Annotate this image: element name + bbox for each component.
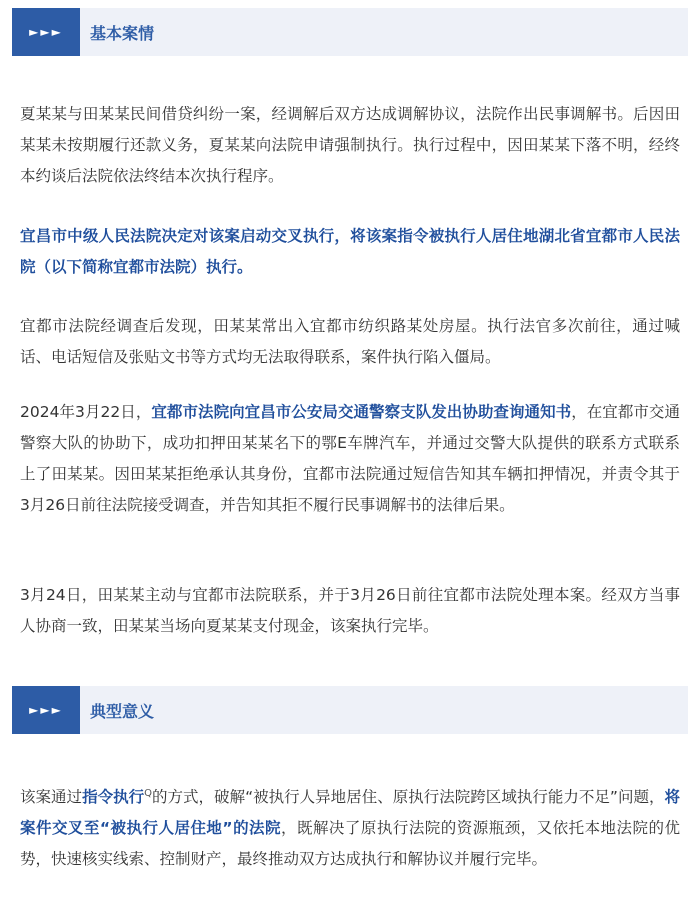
- paragraph-significance: [20, 778, 680, 875]
- body-text: ，在宜都市交通警察大队的协助下，成功扣押田某某名下的鄂E车牌汽车，并通过交警大队提供的联系方式联系上了田某某。因田某某拒绝承认其身份，宜都市法院通过短信告知其车辆扣押情况，并责令其于3月26日前往法院接受调查，并告知其拒不履行民事调解书的法律后果。: [20, 403, 680, 514]
- section-title: 典型意义: [90, 701, 155, 721]
- paragraph-resolution: 3月24日，田某某主动与宜都市法院联系，并于3月26日前往宜都市法院处理本案。经双方当事人协商一致，田某某当场向夏某某支付现金，该案执行完毕。: [20, 586, 680, 635]
- body-text: 的方式，破解“被执行人异地居住、原执行法院跨区域执行能力不足”问题，: [152, 788, 665, 807]
- paragraph-case-background: 夏某某与田某某民间借贷纠纷一案，经调解后双方达成调解协议，法院作出民事调解书。后因田某某未按期履行还款义务，夏某某向法院申请强制执行。执行过程中，因田某某下落不明，经终本约谈后法院依法终结本次执行程序。: [20, 105, 680, 185]
- paragraph-cross-execution-decision: 宜昌市中级人民法院决定对该案启动交叉执行，将该案指令被执行人居住地湖北省宜都市人民法院（以下简称宜都市法院）执行。: [20, 227, 680, 276]
- highlight-notice-text: 宜都市法院向宜昌市公安局交通警察支队发出协助查询通知书: [151, 403, 572, 421]
- body-text: 该案通过: [20, 788, 83, 807]
- section-header-significance: [12, 686, 688, 734]
- date-text: 2024年3月22日，: [20, 403, 152, 421]
- section-arrow-icon: ►►►: [12, 8, 80, 56]
- search-mark-icon: Q: [144, 788, 152, 799]
- paragraph-vehicle-seizure: [20, 397, 680, 521]
- section-title: 基本案情: [90, 23, 155, 43]
- section-header-basic-facts: [12, 8, 688, 56]
- body-text: ，既解决了原执行法院的资源瓶颈，又依托本地法院的优势，快速核实线索、控制财产，最终推动双方达成执行和解协议并履行完毕。: [20, 819, 680, 869]
- section-arrow-icon: ►►►: [12, 686, 80, 734]
- highlight-link-text[interactable]: 指令执行: [82, 788, 145, 807]
- highlight-text: 将案件交叉至“被执行人居住地”的法院: [20, 788, 680, 838]
- paragraph-investigation: 宜都市法院经调查后发现，田某某常出入宜都市纺织路某处房屋。执行法官多次前往，通过喊话、电话短信及张贴文书等方式均无法取得联系，案件执行陷入僵局。: [20, 317, 680, 366]
